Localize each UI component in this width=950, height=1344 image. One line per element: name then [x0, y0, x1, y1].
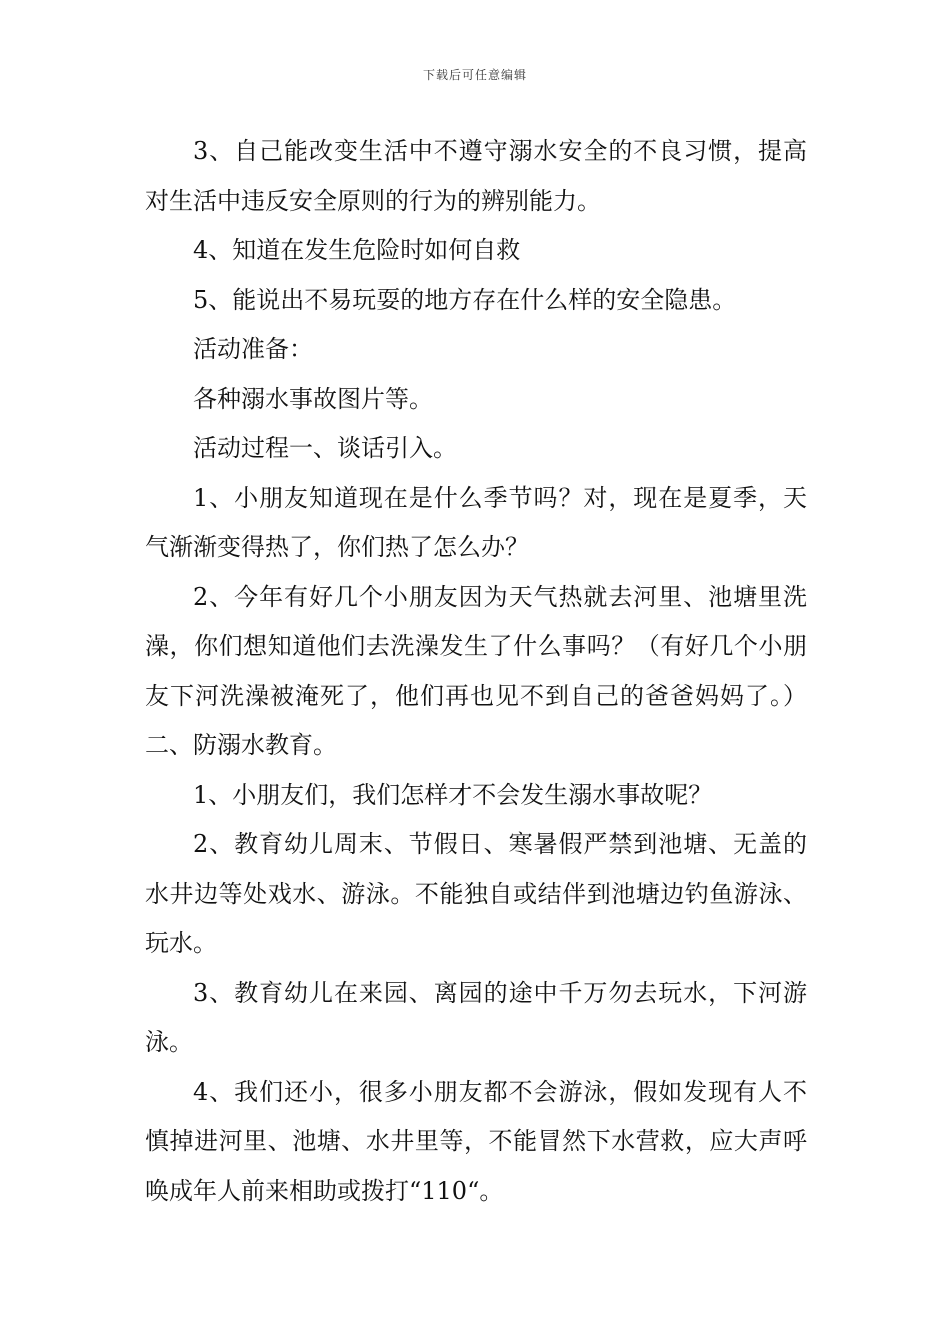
- paragraph-education-1: 1、小朋友们，我们怎样才不会发生溺水事故呢？: [193, 780, 713, 809]
- paragraph-education-3: 3、教育幼儿在来园、离园的途中千万勿去玩水，下河游泳。: [145, 978, 807, 1056]
- paragraph-process-2: 2、今年有好几个小朋友因为天气热就去河里、池塘里洗澡，你们想知道他们去洗澡发生了什么事吗？（有好几个小朋友下河洗澡被淹死了，他们再也见不到自己的爸爸妈妈了。）二、防溺水教育。: [145, 582, 807, 759]
- paragraph-process-heading: 活动过程一、谈话引入。: [193, 434, 457, 462]
- header-note: 下载后可任意编辑: [422, 68, 527, 82]
- paragraph-goal-5: 5、能说出不易玩耍的地方存在什么样的安全隐患。: [193, 285, 737, 314]
- paragraph-education-4: 4、我们还小，很多小朋友都不会游泳，假如发现有人不慎掉进河里、池塘、水井里等，不能冒然下水营救，应大声呼唤成年人前来相助或拨打“110“。: [145, 1077, 807, 1205]
- paragraph-goal-3: 3、自己能改变生活中不遵守溺水安全的不良习惯，提高对生活中违反安全原则的行为的辨别能力。: [145, 137, 807, 215]
- paragraph-process-1: 1、小朋友知道现在是什么季节吗？对，现在是夏季，天气渐渐变得热了，你们热了怎么办？: [145, 483, 807, 561]
- paragraph-preparation-materials: 各种溺水事故图片等。: [193, 384, 433, 413]
- paragraph-goal-4: 4、知道在发生危险时如何自救: [193, 236, 521, 264]
- paragraph-preparation-heading: 活动准备：: [193, 335, 313, 363]
- document-body: [145, 127, 807, 1216]
- paragraph-education-2: 2、教育幼儿周末、节假日、寒暑假严禁到池塘、无盖的水井边等处戏水、游泳。不能独自或结伴到池塘边钓鱼游泳、玩水。: [145, 830, 807, 957]
